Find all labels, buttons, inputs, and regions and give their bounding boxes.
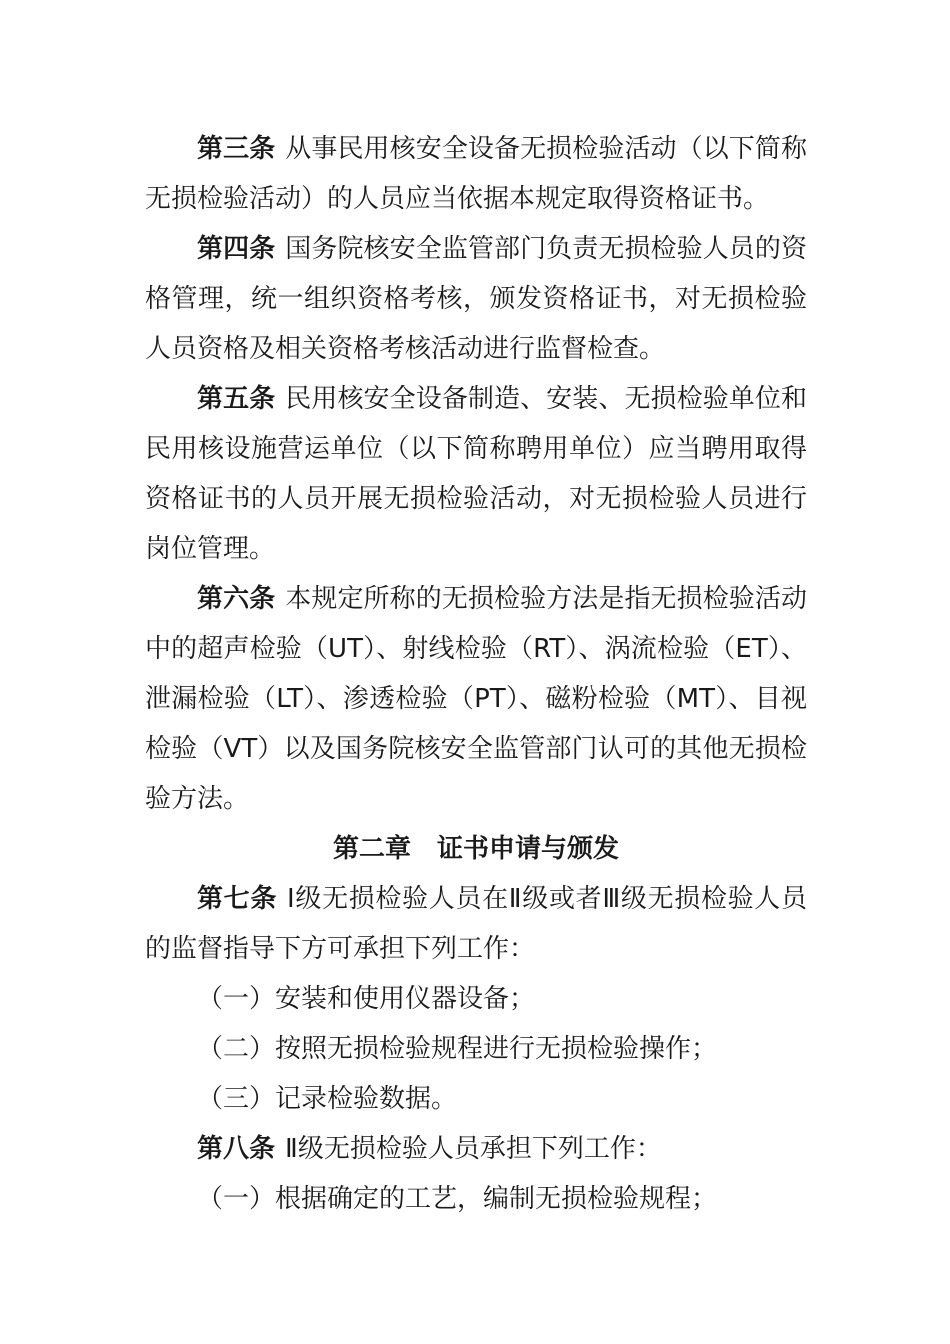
article-5 <box>145 374 807 574</box>
article-4 <box>145 224 807 374</box>
list-item: （二）按照无损检验规程进行无损检验操作； <box>197 1034 718 1064</box>
article-label: 第八条 <box>197 1134 276 1164</box>
article-text: Ⅰ级无损检验人员在Ⅱ级或者Ⅲ级无损检验人员的监督指导下方可承担下列工作： <box>145 884 807 964</box>
article-label: 第七条 <box>197 884 278 914</box>
article-8 <box>145 1124 807 1174</box>
article-label: 第六条 <box>197 584 276 614</box>
article-7 <box>145 874 807 974</box>
article-text: 国务院核安全监管部门负责无损检验人员的资格管理，统一组织资格考核，颁发资格证书，对无损检验人员资格及相关资格考核活动进行监督检查。 <box>145 234 807 364</box>
document-page <box>145 124 807 1224</box>
article-label: 第三条 <box>197 134 276 164</box>
chapter-heading: 第二章 证书申请与颁发 <box>332 834 619 864</box>
list-item: （一）根据确定的工艺，编制无损检验规程； <box>197 1184 718 1214</box>
article-6 <box>145 574 807 824</box>
article-text: 本规定所称的无损检验方法是指无损检验活动中的超声检验（UT）、射线检验（RT）、涡流检验（ET）、泄漏检验（LT）、渗透检验（PT）、磁粉检验（MT）、目视检验（VT）以及国务院核安全监管部门认可的其他无损检验方法。 <box>145 584 807 814</box>
article-3 <box>145 124 807 224</box>
article-label: 第四条 <box>197 234 276 264</box>
article-text: 民用核安全设备制造、安装、无损检验单位和民用核设施营运单位（以下简称聘用单位）应当聘用取得资格证书的人员开展无损检验活动，对无损检验人员进行岗位管理。 <box>145 384 807 564</box>
article-text: 从事民用核安全设备无损检验活动（以下简称无损检验活动）的人员应当依据本规定取得资格证书。 <box>145 134 807 214</box>
article-text: Ⅱ级无损检验人员承担下列工作： <box>285 1134 662 1164</box>
list-item: （三）记录检验数据。 <box>197 1084 458 1114</box>
list-item: （一）安装和使用仪器设备； <box>197 984 536 1014</box>
article-label: 第五条 <box>197 384 276 414</box>
